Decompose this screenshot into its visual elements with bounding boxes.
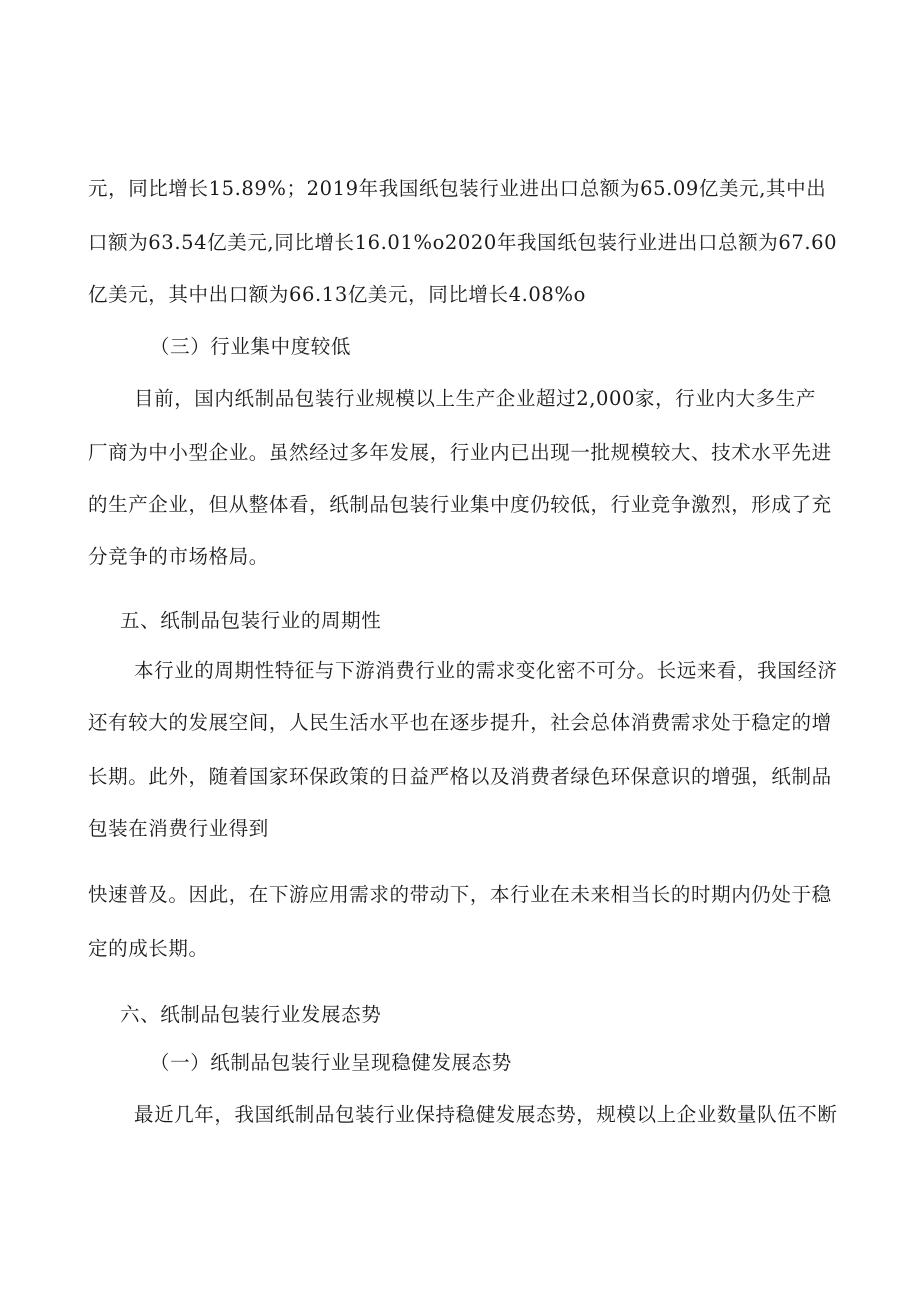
paragraph-line: 分竞争的市场格局。 (88, 545, 269, 568)
paragraph-line: 口额为63.54亿美元,同比增长16.01%o2020年我国纸包装行业进出口总额为67.60 (88, 231, 838, 254)
paragraph-line: 目前，国内纸制品包装行业规模以上生产企业超过2,000家，行业内大多生产 (134, 387, 816, 410)
paragraph-line: 元，同比增长15.89%；2019年我国纸包装行业进出口总额为65.09亿美元,其中出 (88, 177, 827, 200)
paragraph-line: 厂商为中小型企业。虽然经过多年发展，行业内已出现一批规模较大、技术水平先进 (88, 441, 832, 464)
paragraph-line: 包装在消费行业得到 (88, 817, 269, 840)
section-title-trend: 六、纸制品包装行业发展态势 (120, 1003, 382, 1026)
subheading-steady-development: （一）纸制品包装行业呈现稳健发展态势 (150, 1051, 512, 1074)
paragraph-line: 快速普及。因此，在下游应用需求的带动下，本行业在未来相当长的时期内仍处于稳 (88, 883, 832, 906)
paragraph-line: 的生产企业，但从整体看，纸制品包装行业集中度仍较低，行业竞争激烈，形成了充 (88, 493, 832, 516)
paragraph-line: 本行业的周期性特征与下游消费行业的需求变化密不可分。长远来看，我国经济 (134, 659, 838, 682)
subheading-concentration: （三）行业集中度较低 (150, 335, 352, 358)
paragraph-line: 长期。此外，随着国家环保政策的日益严格以及消费者绿色环保意识的增强，纸制品 (88, 765, 832, 788)
section-title-cyclicality: 五、纸制品包装行业的周期性 (120, 609, 382, 632)
paragraph-line: 还有较大的发展空间，人民生活水平也在逐步提升，社会总体消费需求处于稳定的增 (88, 711, 832, 734)
paragraph-line: 定的成长期。 (88, 937, 209, 960)
paragraph-line: 亿美元，其中出口额为66.13亿美元，同比增长4.08%o (88, 283, 586, 306)
paragraph-line: 最近几年，我国纸制品包装行业保持稳健发展态势，规模以上企业数量队伍不断 (134, 1103, 838, 1126)
